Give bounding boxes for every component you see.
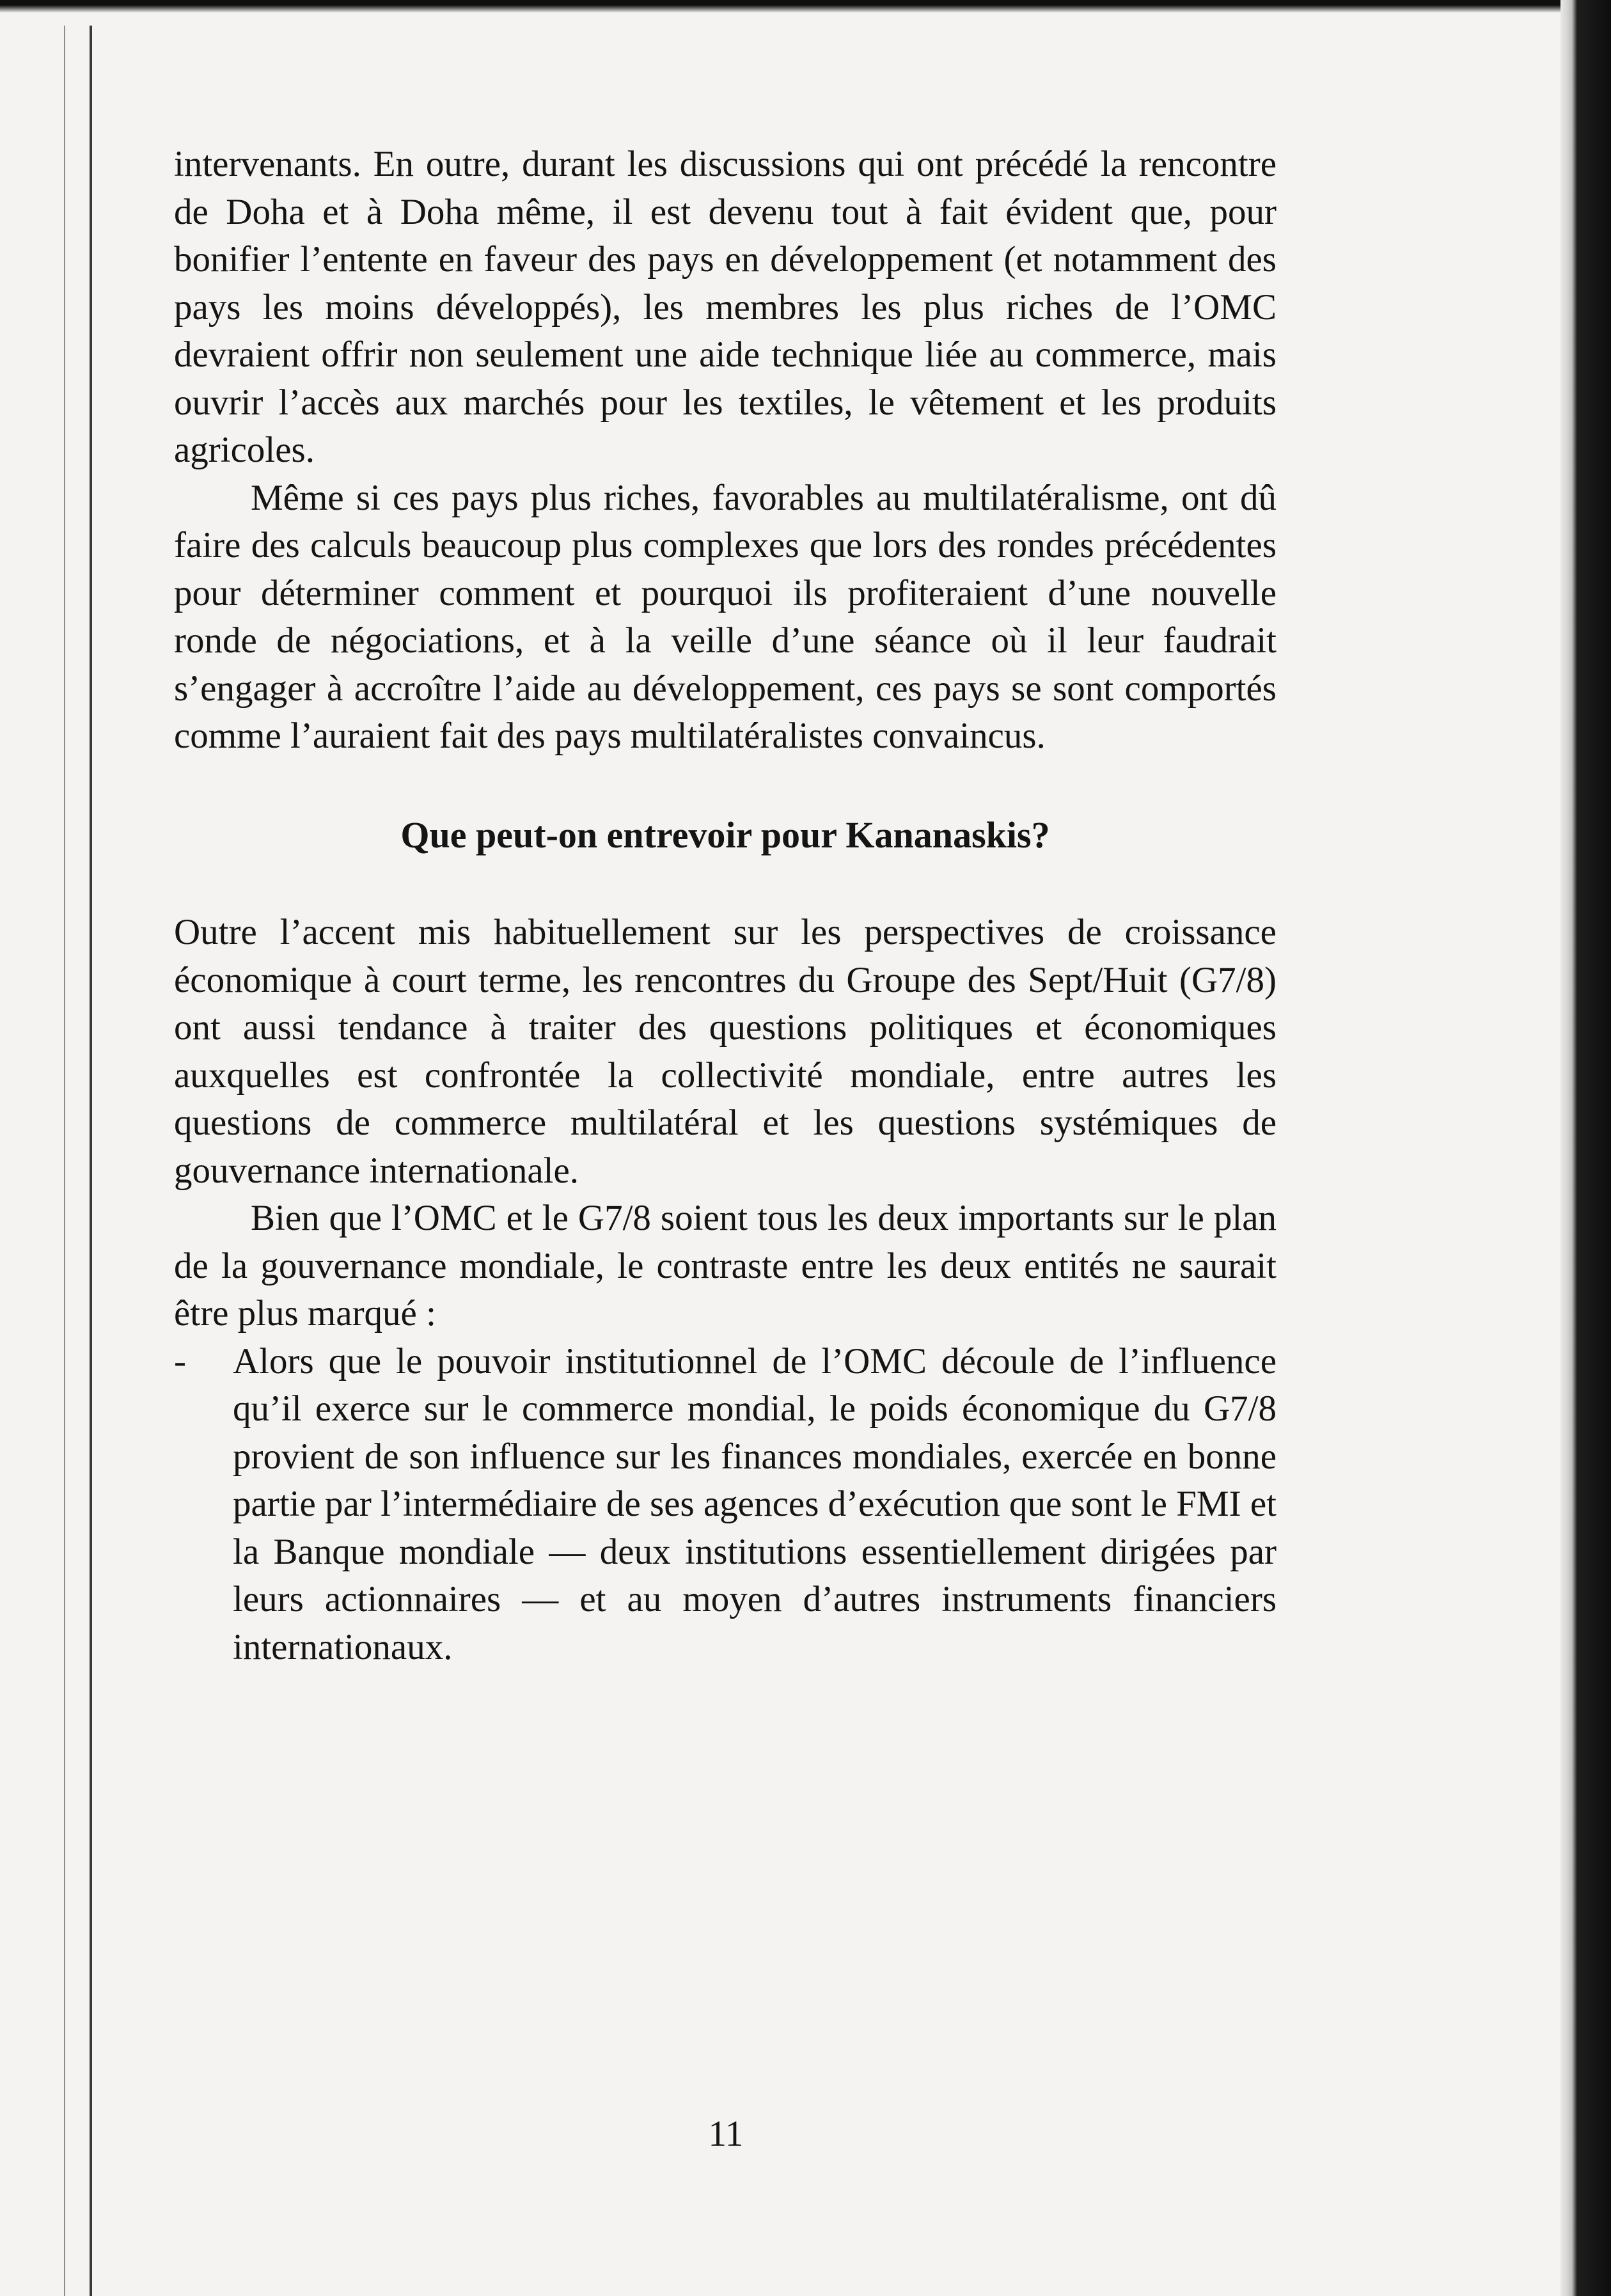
section-heading: Que peut-on entrevoir pour Kananaskis? [400, 814, 1050, 856]
page-margin-rule [90, 26, 92, 2296]
binding-edge-line [64, 26, 65, 2296]
paragraph-multilateralism: Même si ces pays plus riches, favorables au multilatéralisme, ont dû faire des calculs beaucoup plus complexes que lors des rondes précédentes pour déterminer comment et pourquoi ils profiteraient d’une nouvelle ronde de négociations, et à la veille d’une séance où il leur faudrait s’engager à accroître l’aide au développement, ces pays se sont comportés comme l’auraient fait des pays multilatéralistes convaincus. [174, 477, 1277, 756]
scan-top-shadow [0, 0, 1611, 13]
page-body [174, 141, 1277, 1671]
contrast-list [174, 1338, 1277, 1672]
list-item-text: Alors que le pouvoir institutionnel de l’OMC découle de l’influence qu’il exerce sur le commerce mondial, le poids économique du G7/8 provient de son influence sur les finances mondiales, exercée en bonne partie par l’intermédiaire de ses agences d’exécution que sont le FMI et la Banque mondiale — deux institutions essentiellement dirigées par leurs actionnaires — et au moyen d’autres instruments financiers internationaux. [233, 1341, 1277, 1667]
paragraph-continuation: intervenants. En outre, durant les discussions qui ont précédé la rencontre de Doha et à Doha même, il est devenu tout à fait évident que, pour bonifier l’entente en faveur des pays en développement (et notamment des pays les moins développés), les membres les plus riches de l’OMC devraient offrir non seulement une aide technique liée au commerce, mais ouvrir l’accès aux marchés pour les textiles, le vêtement et les produits agricoles. [174, 144, 1277, 470]
list-item [174, 1338, 1277, 1672]
scan-right-edge-shadow [1560, 0, 1611, 2296]
paragraph-g7-agenda: Outre l’accent mis habituellement sur les perspectives de croissance économique à court terme, les rencontres du Groupe des Sept/Huit (G7/8) ont aussi tendance à traiter des questions politiques et économiques auxquelles est confrontée la collectivité mondiale, entre autres les questions de commerce multilatéral et les questions systémiques de gouvernance internationale. [174, 912, 1277, 1191]
paragraph-contrast: Bien que l’OMC et le G7/8 soient tous les deux importants sur le plan de la gouvernance mondiale, le contraste entre les deux entités ne saurait être plus marqué : [174, 1198, 1277, 1333]
list-bullet: - [174, 1341, 186, 1381]
page-number: 11 [708, 2114, 744, 2154]
